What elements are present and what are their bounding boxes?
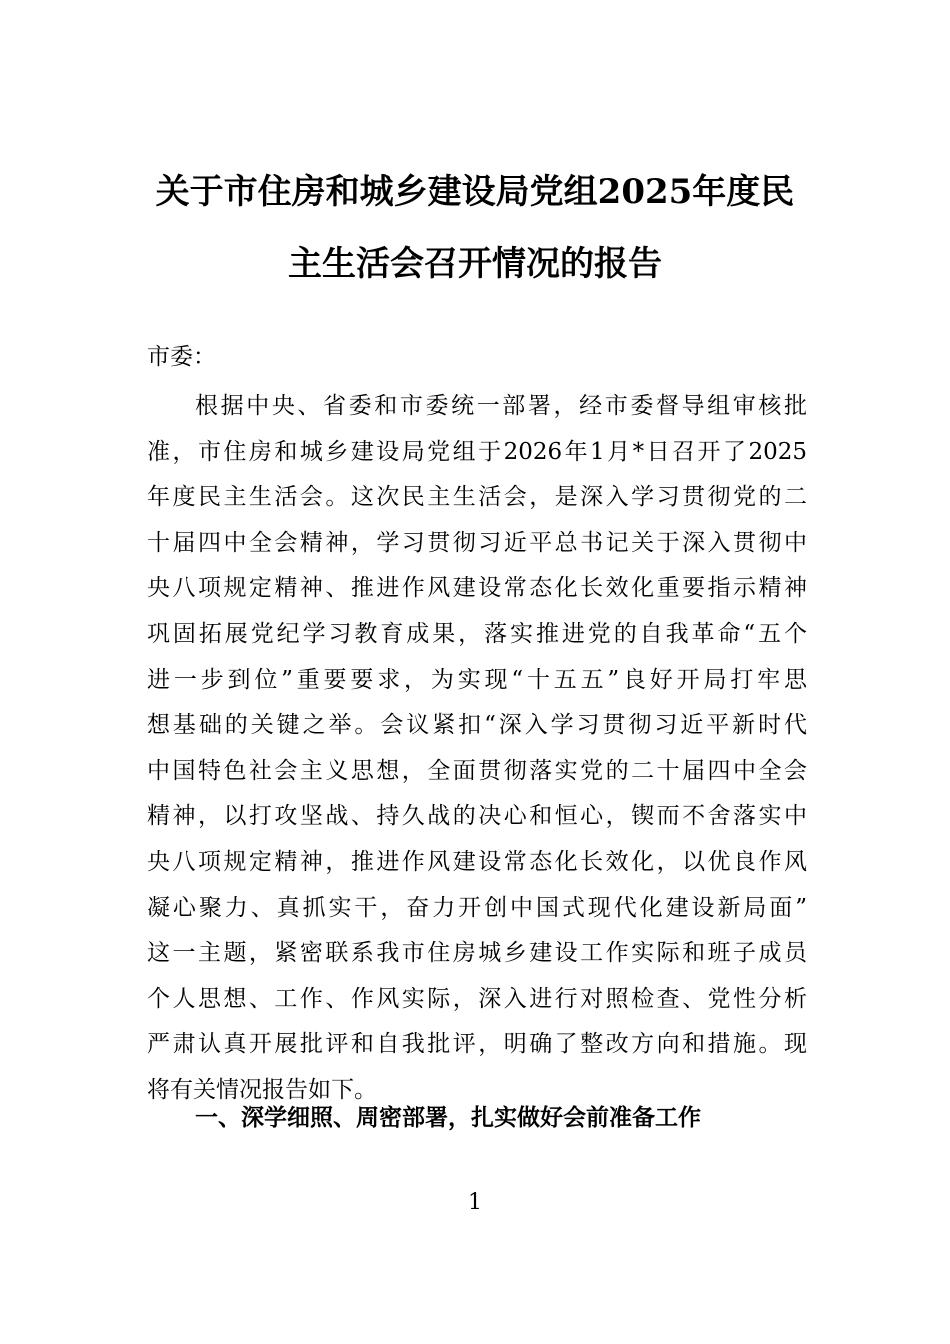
paragraph-line: 央八项规定精神，推进作风建设常态化长效化，以优良作风 xyxy=(147,848,807,875)
paragraph-line: 这一主题，紧密联系我市住房城乡建设工作实际和班子成员 xyxy=(147,940,807,967)
document-title-line-1: 关于市住房和城乡建设局党组2025年度民 xyxy=(155,172,795,212)
salutation: 市委： xyxy=(147,344,216,370)
paragraph-line: 将有关情况报告如下。 xyxy=(147,1076,377,1103)
paragraph-line: 准，市住房和城乡建设局党组于2026年1月*日召开了2025 xyxy=(147,438,807,465)
page-number: 1 xyxy=(468,1190,482,1215)
paragraph-line: 严肃认真开展批评和自我批评，明确了整改方向和措施。现 xyxy=(147,1031,807,1058)
section-heading-1: 一、深学细照、周密部署，扎实做好会前准备工作 xyxy=(195,1105,701,1131)
paragraph-line: 央八项规定精神、推进作风建设常态化长效化重要指示精神 xyxy=(147,575,807,602)
paragraph-line: 想基础的关键之举。会议紧扣“深入学习贯彻习近平新时代 xyxy=(147,712,807,739)
paragraph-line: 十届四中全会精神，学习贯彻习近平总书记关于深入贯彻中 xyxy=(147,529,807,556)
paragraph-line: 中国特色社会主义思想，全面贯彻落实党的二十届四中全会 xyxy=(147,757,807,784)
paragraph-line: 巩固拓展党纪学习教育成果，落实推进党的自我革命“五个 xyxy=(147,620,807,647)
paragraph-1 xyxy=(147,384,807,1114)
paragraph-line: 精神，以打攻坚战、持久战的决心和恒心，锲而不舍落实中 xyxy=(147,803,807,830)
paragraph-line: 年度民主生活会。这次民主生活会，是深入学习贯彻党的二 xyxy=(147,484,807,511)
document-title-line-2: 主生活会召开情况的报告 xyxy=(288,244,662,284)
paragraph-line: 个人思想、工作、作风实际，深入进行对照检查、党性分析 xyxy=(147,985,807,1012)
paragraph-line: 进一步到位”重要要求，为实现“十五五”良好开局打牢思 xyxy=(147,666,807,693)
paragraph-line: 凝心聚力、真抓实干，奋力开创中国式现代化建设新局面” xyxy=(147,894,807,921)
paragraph-line: 根据中央、省委和市委统一部署，经市委督导组审核批 xyxy=(195,393,807,419)
